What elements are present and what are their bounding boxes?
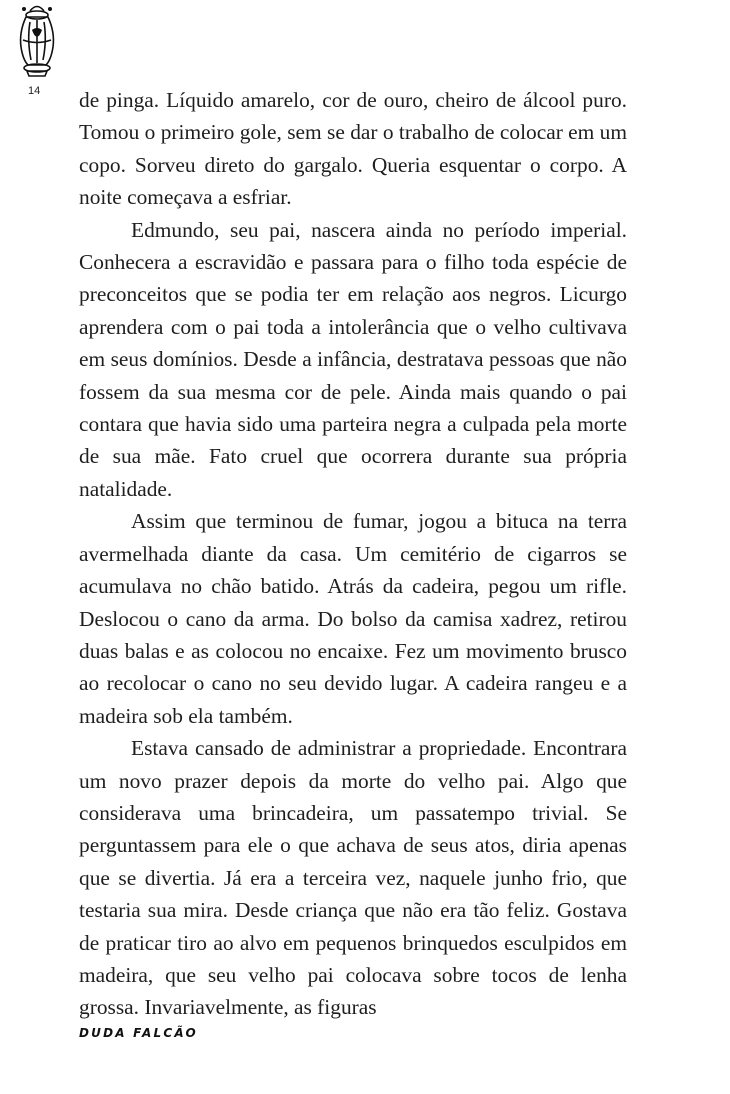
- paragraph: Edmundo, seu pai, nascera ainda no período imperial. Conhecera a escravidão e passara para o filho toda espécie de preconceitos que se podia ter em relação aos negros. Licurgo aprendera com o pai toda a intolerância que o velho cultivava em seus domínios. Desde a infância, destratava pessoas que não fossem da sua mesma cor de pele. Ainda mais quando o pai contara que havia sido uma parteira negra a culpada pela morte de sua mãe. Fato cruel que ocorrera durante sua própria natalidade.: [79, 217, 627, 501]
- lantern-ornament-icon: [10, 2, 64, 78]
- paragraph: Assim que terminou de fumar, jogou a bituca na terra avermelhada diante da casa. Um cemitério de cigarros se acumulava no chão batido. Atrás da cadeira, pegou um rifle. Deslocou o cano da arma. Do bolso da camisa xadrez, retirou duas balas e as colocou no encaixe. Fez um movimento brusco ao recolocar o cano no seu devido lugar. A cadeira rangeu e a madeira sob ela também.: [79, 509, 627, 728]
- paragraph: Estava cansado de administrar a propriedade. Encontrara um novo prazer depois da morte do velho pai. Algo que considerava uma brincadeira, um passatempo trivial. Se perguntassem para ele o que achava de seus atos, diria apenas que se divertia. Já era a terceira vez, naquele junho frio, que testaria sua mira. Desde criança que não era tão feliz. Gostava de praticar tiro ao alvo em pequenos brinquedos esculpidos em madeira, que seu velho pai colocava sobre tocos de lenha grossa. Invariavelmente, as figuras: [79, 736, 627, 1020]
- author-footer: DUDA FALCÃO: [79, 1026, 198, 1040]
- page-number: 14: [28, 85, 41, 97]
- chapter-text: [79, 84, 627, 1024]
- paragraph: de pinga. Líquido amarelo, cor de ouro, cheiro de álcool puro. Tomou o primeiro gole, sem se dar o trabalho de colocar em um copo. Sorveu direto do gargalo. Queria esquentar o corpo. A noite começava a esfriar.: [79, 88, 627, 210]
